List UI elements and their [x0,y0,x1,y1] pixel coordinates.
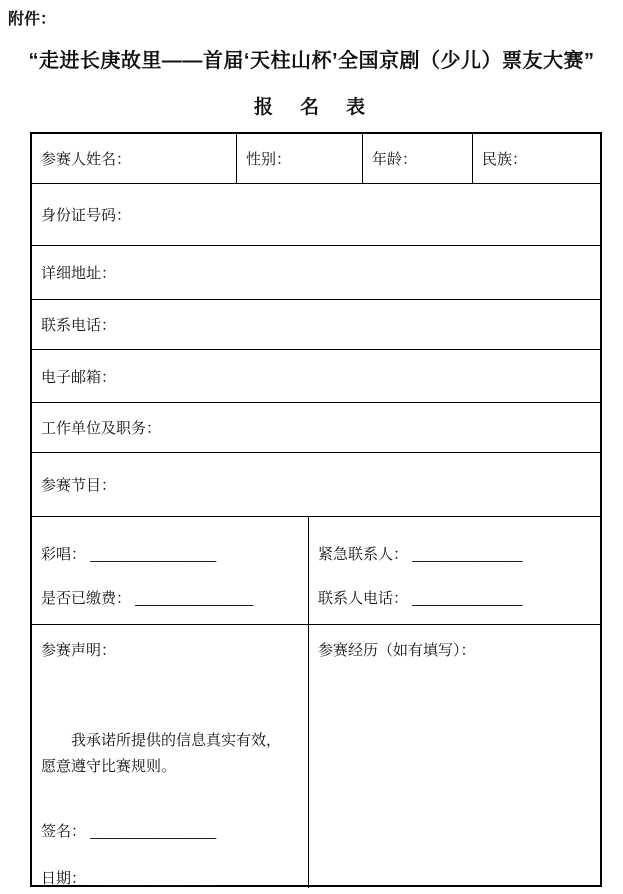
field-participant-name [32,134,237,183]
age-label: 年龄： [372,151,418,168]
declaration-title: 参赛声明： [41,642,117,659]
table-row-address [32,246,600,300]
document-title: “走进长庚故里——首届‘天柱山杯’全国京剧（少儿）票友大赛” [28,50,595,72]
contact-phone-blank: ______________ [412,590,522,607]
email-label: 电子邮箱： [41,368,117,386]
participant-name-label: 参赛人姓名： [41,151,132,168]
ethnicity-label: 民族： [482,151,528,168]
form-title: 报 名 表 [253,97,369,118]
table-row-fill-blanks [32,517,600,625]
address-label: 详细地址： [41,265,117,282]
id-number-label: 身份证号码： [41,207,132,224]
experience-title: 参赛经历（如有填写）： [318,642,476,659]
program-label: 参赛节目： [41,477,117,494]
field-ethnicity [473,134,600,183]
fill-blanks-left-cell [32,517,309,624]
fee-paid-blank: _______________ [135,590,253,607]
fill-blanks-right-cell [309,517,600,624]
field-id-number [32,184,600,245]
table-row-work-unit [32,403,600,453]
stage-makeup-blank: ________________ [90,546,216,563]
stage-makeup-label: 彩唱： [41,546,87,563]
date-blank: ________________ [90,870,216,887]
field-contact-phone [318,587,522,608]
field-program [32,453,600,516]
table-row-declaration [32,625,600,888]
date-label: 日期： [41,870,87,887]
field-email [32,350,600,402]
table-row-id-number [32,184,600,246]
pledge-text: 我承诺所提供的信息真实有效，愿意遵守比赛规则。 [41,732,282,775]
table-row-program [32,453,600,517]
experience-section [309,625,600,888]
signature-line [41,820,216,841]
field-stage-makeup [41,543,216,564]
field-fee-paid [41,587,253,608]
signature-blank: ________________ [90,823,216,840]
table-row-email [32,350,600,403]
attachment-label: 附件： [8,11,57,28]
field-address [32,246,600,299]
date-line [41,867,216,888]
field-age [363,134,473,183]
field-work-unit [32,403,600,452]
registration-table [30,132,602,887]
work-unit-label: 工作单位及职务： [41,420,162,437]
emergency-contact-blank: ______________ [412,546,522,563]
emergency-contact-label: 紧急联系人： [318,546,409,563]
signature-label: 签名： [41,823,87,840]
field-gender [237,134,363,183]
gender-label: 性别： [246,151,292,168]
table-row-basic-info [32,134,600,184]
field-emergency-contact [318,543,522,564]
fee-paid-label: 是否已缴费： [41,590,132,607]
declaration-section [32,625,309,888]
field-phone [32,300,600,349]
contact-phone-label: 联系人电话： [318,590,409,607]
phone-label: 联系电话： [41,317,117,334]
table-row-phone [32,300,600,350]
